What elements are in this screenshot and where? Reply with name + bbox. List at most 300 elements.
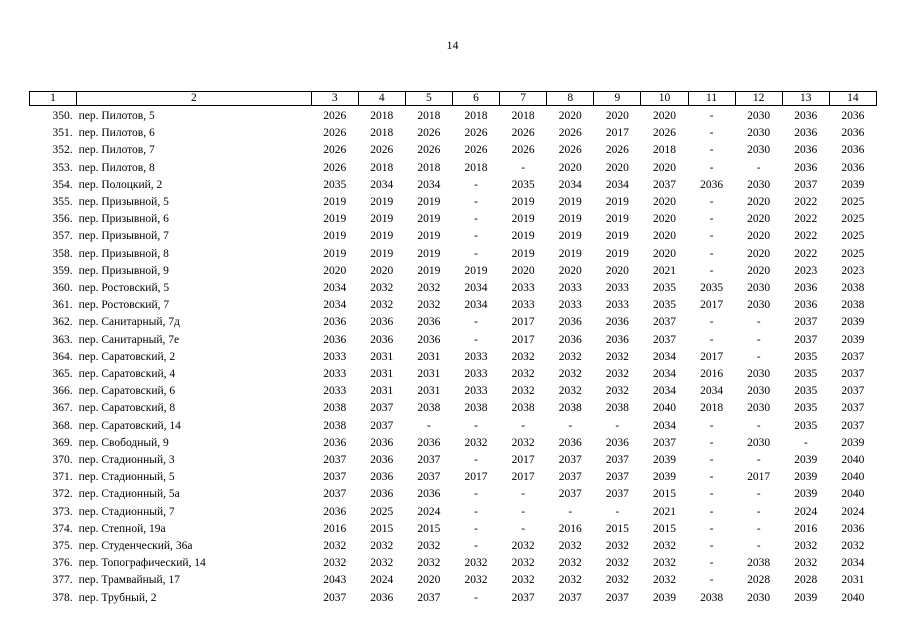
year-cell: 2019 [605, 247, 629, 260]
year-cell: - [474, 591, 478, 604]
year-cell: 2019 [605, 213, 629, 226]
row-number: 361. [52, 299, 73, 312]
year-cell: 2035 [794, 368, 818, 381]
year-cell: 2020 [417, 574, 441, 587]
year-cell: 2038 [558, 402, 582, 415]
year-cell: 2031 [370, 350, 394, 363]
year-cell: 2034 [464, 299, 488, 312]
year-cell: 2026 [511, 144, 535, 157]
year-cell: 2026 [323, 110, 347, 122]
year-cell: 2019 [323, 213, 347, 226]
year-cell: 2026 [464, 144, 488, 157]
year-cell: 2039 [652, 454, 676, 467]
year-cell: 2019 [417, 247, 441, 260]
row-number: 370. [52, 454, 73, 467]
year-cell: 2039 [652, 471, 676, 484]
year-cell: 2039 [841, 178, 865, 191]
column-header-5: 5 [405, 92, 452, 106]
year-cell: 2034 [323, 299, 347, 312]
year-cell: 2036 [370, 454, 394, 467]
row-number: 365. [52, 368, 73, 381]
year-cell: 2030 [747, 368, 771, 381]
table-row [30, 469, 877, 486]
street-address: пер. Стадионный, 5а [78, 488, 180, 501]
year-cell: 2015 [605, 522, 629, 535]
year-cell: 2037 [323, 488, 347, 501]
year-cell: - [474, 333, 478, 346]
year-cell: 2026 [323, 161, 347, 174]
year-cell: 2017 [747, 471, 771, 484]
table-row [30, 555, 877, 572]
table-row [30, 366, 877, 383]
year-cell: - [709, 230, 714, 243]
year-cell: 2043 [323, 574, 347, 587]
year-cell: 2035 [652, 299, 676, 312]
header-row [30, 92, 877, 106]
year-cell: - [474, 196, 478, 209]
year-cell: 2020 [652, 196, 676, 209]
year-cell: 2019 [511, 196, 535, 209]
year-cell: 2037 [605, 471, 629, 484]
table-row [30, 194, 877, 211]
year-cell: 2037 [794, 178, 818, 191]
year-cell: 2017 [511, 471, 535, 484]
year-cell: - [474, 316, 478, 329]
year-cell: 2033 [323, 385, 347, 398]
year-cell: 2030 [747, 127, 771, 140]
year-cell: 2040 [841, 488, 865, 501]
street-address: пер. Полоцкий, 2 [78, 178, 163, 191]
year-cell: 2037 [511, 591, 535, 604]
year-cell: - [521, 505, 526, 518]
row-number: 373. [52, 505, 73, 518]
year-cell: 2032 [370, 557, 394, 570]
table-row [30, 246, 877, 263]
year-cell: 2035 [323, 178, 347, 191]
year-cell: 2020 [370, 264, 394, 277]
table-row [30, 332, 877, 349]
street-address: пер. Пилотов, 8 [78, 161, 155, 174]
year-cell: 2032 [605, 557, 629, 570]
year-cell: 2038 [747, 557, 771, 570]
year-cell: 2032 [511, 574, 535, 587]
year-cell: 2019 [464, 264, 488, 277]
year-cell: 2036 [841, 110, 865, 122]
year-cell: 2018 [652, 144, 676, 157]
column-header-1: 1 [30, 92, 77, 106]
row-number: 356. [52, 213, 73, 226]
year-cell: 2034 [464, 282, 488, 295]
year-cell: - [709, 557, 714, 570]
year-cell: 2022 [794, 230, 818, 243]
row-number: 353. [52, 161, 73, 174]
year-cell: 2020 [747, 196, 771, 209]
year-cell: 2040 [841, 471, 865, 484]
year-cell: 2020 [652, 161, 676, 174]
year-cell: 2032 [558, 540, 582, 553]
year-cell: 2018 [464, 110, 488, 122]
year-cell: 2017 [511, 333, 535, 346]
year-cell: 2037 [558, 454, 582, 467]
year-cell: 2032 [511, 385, 535, 398]
year-cell: 2028 [794, 574, 818, 587]
year-cell: 2035 [700, 282, 724, 295]
year-cell: 2018 [511, 110, 535, 122]
year-cell: 2032 [417, 540, 441, 553]
year-cell: 2036 [794, 110, 818, 122]
data-table [29, 91, 877, 607]
year-cell: 2032 [511, 540, 535, 553]
year-cell: 2036 [841, 144, 865, 157]
row-number: 352. [52, 144, 73, 157]
year-cell: 2032 [605, 368, 629, 381]
year-cell: - [474, 488, 478, 501]
year-cell: - [521, 419, 526, 432]
year-cell: 2030 [747, 591, 771, 604]
street-address: пер. Саратовский, 14 [78, 419, 181, 432]
year-cell: 2036 [605, 436, 629, 449]
street-address: пер. Степной, 19а [78, 522, 166, 535]
year-cell: 2030 [747, 144, 771, 157]
table-row [30, 228, 877, 245]
row-number: 366. [52, 385, 73, 398]
year-cell: 2032 [511, 350, 535, 363]
row-number: 354. [52, 178, 73, 191]
year-cell: 2039 [841, 333, 865, 346]
street-address: пер. Трамвайный, 17 [78, 574, 180, 587]
year-cell: - [521, 522, 526, 535]
year-cell: 2036 [794, 282, 818, 295]
year-cell: 2037 [323, 454, 347, 467]
year-cell: 2020 [652, 247, 676, 260]
year-cell: 2019 [323, 247, 347, 260]
year-cell: 2036 [841, 161, 865, 174]
year-cell: - [709, 436, 714, 449]
page-number: 14 [446, 38, 459, 52]
street-address: пер. Призывной, 6 [78, 213, 169, 226]
year-cell: 2019 [370, 230, 394, 243]
row-number: 360. [52, 282, 73, 295]
table-row [30, 349, 877, 366]
year-cell: 2020 [747, 230, 771, 243]
street-address: пер. Топографический, 14 [78, 557, 206, 570]
year-cell: - [709, 454, 714, 467]
year-cell: 2037 [841, 368, 865, 381]
year-cell: 2034 [700, 385, 724, 398]
year-cell: 2032 [511, 557, 535, 570]
street-address: пер. Саратовский, 2 [78, 350, 176, 363]
year-cell: - [709, 488, 714, 501]
table-row [30, 177, 877, 194]
year-cell: 2038 [700, 591, 724, 604]
year-cell: 2022 [794, 247, 818, 260]
column-header-2: 2 [77, 92, 312, 106]
year-cell: 2021 [652, 264, 676, 277]
year-cell: 2034 [558, 178, 582, 191]
year-cell: 2031 [841, 574, 865, 587]
year-cell: 2039 [841, 316, 865, 329]
year-cell: 2020 [558, 264, 582, 277]
year-cell: 2019 [417, 213, 441, 226]
year-cell: 2037 [323, 471, 347, 484]
year-cell: 2033 [323, 350, 347, 363]
year-cell: - [709, 247, 714, 260]
year-cell: 2037 [605, 454, 629, 467]
year-cell: - [709, 110, 714, 122]
table-row [30, 211, 877, 228]
table-row [30, 263, 877, 280]
year-cell: 2036 [370, 436, 394, 449]
year-cell: 2035 [794, 385, 818, 398]
year-cell: 2030 [747, 299, 771, 312]
year-cell: 2019 [417, 264, 441, 277]
year-cell: 2018 [417, 110, 441, 122]
street-address: пер. Ростовский, 5 [78, 282, 170, 295]
street-address: пер. Свободный, 9 [78, 436, 169, 449]
year-cell: 2026 [323, 144, 347, 157]
year-cell: 2036 [323, 436, 347, 449]
year-cell: 2036 [558, 333, 582, 346]
row-number: 371. [52, 471, 73, 484]
street-address: пер. Санитарный, 7е [78, 333, 180, 346]
year-cell: 2016 [558, 522, 582, 535]
street-address: пер. Саратовский, 8 [78, 402, 176, 415]
year-cell: - [615, 419, 620, 432]
year-cell: 2032 [605, 350, 629, 363]
year-cell: 2033 [511, 299, 535, 312]
year-cell: 2034 [652, 368, 676, 381]
year-cell: 2019 [323, 230, 347, 243]
year-cell: 2019 [370, 247, 394, 260]
year-cell: 2036 [700, 178, 724, 191]
year-cell: 2016 [700, 368, 724, 381]
year-cell: 2035 [511, 178, 535, 191]
street-address: пер. Стадионный, 5 [78, 471, 175, 484]
year-cell: 2039 [794, 488, 818, 501]
year-cell: 2032 [794, 540, 818, 553]
table-row [30, 125, 877, 142]
year-cell: - [568, 505, 573, 518]
table-row [30, 160, 877, 177]
column-header-3: 3 [311, 92, 358, 106]
table-row [30, 106, 877, 126]
year-cell: 2032 [841, 540, 865, 553]
year-cell: 2036 [841, 127, 865, 140]
year-cell: 2034 [652, 419, 676, 432]
row-number: 358. [52, 247, 73, 260]
row-number: 369. [52, 436, 73, 449]
table-row [30, 572, 877, 589]
year-cell: - [709, 264, 714, 277]
year-cell: 2038 [841, 299, 865, 312]
year-cell: 2026 [605, 144, 629, 157]
year-cell: 2040 [652, 402, 676, 415]
year-cell: 2036 [370, 591, 394, 604]
year-cell: 2034 [652, 385, 676, 398]
year-cell: 2038 [323, 419, 347, 432]
year-cell: 2034 [370, 178, 394, 191]
year-cell: 2026 [417, 144, 441, 157]
year-cell: 2026 [558, 127, 582, 140]
year-cell: - [709, 213, 714, 226]
column-header-9: 9 [594, 92, 641, 106]
street-address: пер. Трубный, 2 [78, 591, 157, 604]
table-row [30, 280, 877, 297]
year-cell: 2032 [605, 574, 629, 587]
street-address: пер. Призывной, 5 [78, 196, 169, 209]
year-cell: 2040 [841, 454, 865, 467]
year-cell: 2019 [558, 196, 582, 209]
year-cell: 2038 [464, 402, 488, 415]
year-cell: 2018 [370, 161, 394, 174]
year-cell: - [756, 333, 761, 346]
year-cell: 2019 [605, 196, 629, 209]
year-cell: 2032 [464, 436, 488, 449]
year-cell: 2026 [417, 127, 441, 140]
year-cell: 2017 [511, 316, 535, 329]
year-cell: 2022 [794, 196, 818, 209]
year-cell: 2030 [747, 178, 771, 191]
year-cell: - [426, 419, 431, 432]
street-address: пер. Студенческий, 36а [78, 540, 193, 553]
year-cell: 2031 [370, 385, 394, 398]
street-address: пер. Призывной, 7 [78, 230, 169, 243]
year-cell: 2015 [417, 522, 441, 535]
year-cell: 2033 [605, 299, 629, 312]
year-cell: 2025 [841, 196, 865, 209]
row-number: 364. [52, 350, 73, 363]
year-cell: 2033 [323, 368, 347, 381]
street-address: пер. Саратовский, 4 [78, 368, 176, 381]
year-cell: 2037 [652, 316, 676, 329]
row-number: 368. [52, 419, 73, 432]
column-header-6: 6 [452, 92, 499, 106]
year-cell: 2024 [370, 574, 394, 587]
year-cell: - [709, 522, 714, 535]
table-row [30, 521, 877, 538]
row-number: 378. [52, 591, 73, 604]
year-cell: 2038 [841, 282, 865, 295]
year-cell: 2028 [747, 574, 771, 587]
street-address: пер. Призывной, 9 [78, 264, 169, 277]
year-cell: 2032 [605, 385, 629, 398]
year-cell: 2019 [511, 247, 535, 260]
year-cell: 2037 [652, 333, 676, 346]
year-cell: 2032 [417, 557, 441, 570]
year-cell: 2018 [464, 161, 488, 174]
year-cell: 2019 [558, 213, 582, 226]
year-cell: 2036 [370, 333, 394, 346]
row-number: 351. [52, 127, 73, 140]
table-row [30, 590, 877, 607]
year-cell: 2020 [747, 247, 771, 260]
year-cell: 2038 [511, 402, 535, 415]
year-cell: - [709, 333, 714, 346]
year-cell: 2016 [794, 522, 818, 535]
year-cell: 2026 [511, 127, 535, 140]
year-cell: 2026 [652, 127, 676, 140]
year-cell: 2031 [370, 368, 394, 381]
column-header-11: 11 [688, 92, 735, 106]
year-cell: 2039 [652, 591, 676, 604]
year-cell: 2037 [605, 591, 629, 604]
year-cell: 2020 [605, 110, 629, 122]
year-cell: 2020 [558, 110, 582, 122]
year-cell: 2017 [700, 299, 724, 312]
year-cell: 2037 [794, 333, 818, 346]
year-cell: 2025 [841, 247, 865, 260]
year-cell: 2024 [417, 505, 441, 518]
year-cell: - [521, 488, 526, 501]
year-cell: - [474, 505, 478, 518]
year-cell: 2036 [370, 471, 394, 484]
year-cell: 2037 [417, 591, 441, 604]
year-cell: - [709, 316, 714, 329]
row-number: 362. [52, 316, 73, 329]
year-cell: 2036 [605, 333, 629, 346]
year-cell: 2037 [370, 419, 394, 432]
year-cell: - [756, 350, 761, 363]
year-cell: 2032 [605, 540, 629, 553]
year-cell: - [756, 316, 761, 329]
year-cell: - [756, 454, 761, 467]
row-number: 377. [52, 574, 73, 587]
year-cell: 2019 [370, 196, 394, 209]
column-header-10: 10 [641, 92, 688, 106]
year-cell: 2036 [417, 436, 441, 449]
year-cell: 2039 [841, 436, 865, 449]
year-cell: 2019 [511, 213, 535, 226]
table-row [30, 435, 877, 452]
year-cell: 2037 [558, 488, 582, 501]
year-cell: 2035 [794, 419, 818, 432]
year-cell: 2036 [794, 127, 818, 140]
year-cell: 2032 [558, 368, 582, 381]
year-cell: 2031 [417, 385, 441, 398]
year-cell: 2017 [511, 454, 535, 467]
year-cell: - [709, 574, 714, 587]
year-cell: 2017 [700, 350, 724, 363]
year-cell: 2032 [464, 574, 488, 587]
year-cell: - [474, 213, 478, 226]
year-cell: - [474, 247, 478, 260]
year-cell: 2018 [370, 127, 394, 140]
year-cell: - [709, 505, 714, 518]
year-cell: 2020 [323, 264, 347, 277]
row-number: 363. [52, 333, 73, 346]
year-cell: 2031 [417, 350, 441, 363]
year-cell: 2036 [323, 505, 347, 518]
year-cell: 2019 [417, 230, 441, 243]
year-cell: 2032 [558, 385, 582, 398]
year-cell: 2032 [417, 282, 441, 295]
year-cell: 2026 [464, 127, 488, 140]
year-cell: 2034 [417, 178, 441, 191]
year-cell: - [709, 196, 714, 209]
year-cell: 2019 [370, 213, 394, 226]
year-cell: 2032 [794, 557, 818, 570]
column-header-12: 12 [735, 92, 782, 106]
year-cell: 2032 [417, 299, 441, 312]
year-cell: 2037 [370, 402, 394, 415]
year-cell: 2037 [652, 178, 676, 191]
year-cell: 2036 [417, 316, 441, 329]
year-cell: 2036 [417, 333, 441, 346]
street-address: пер. Пилотов, 6 [78, 127, 155, 140]
year-cell: 2020 [605, 161, 629, 174]
year-cell: 2020 [747, 213, 771, 226]
year-cell: 2032 [370, 282, 394, 295]
